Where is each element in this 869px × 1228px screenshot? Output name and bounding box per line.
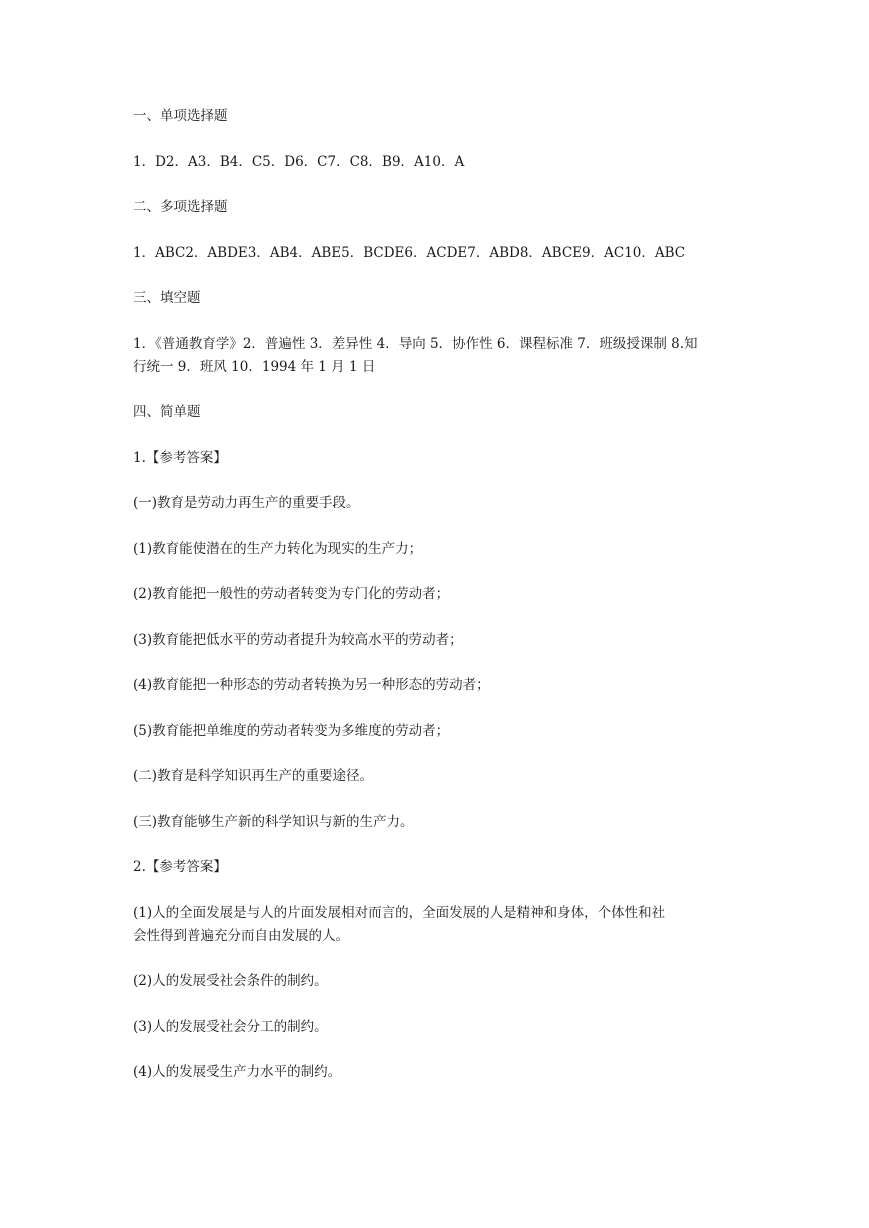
section-title-fill-blank: 三、填空题 (133, 290, 201, 306)
q1-paragraph: (二)教育是科学知识再生产的重要途径。 (133, 768, 374, 784)
q2-paragraph-line-1: (1)人的全面发展是与人的片面发展相对而言的，全面发展的人是精神和身体，个体性和社 (133, 905, 666, 921)
q1-paragraph: (一)教育是劳动力再生产的重要手段。 (133, 495, 360, 511)
multiple-choice-answers: 1．ABC2．ABDE3．AB4．ABE5．BCDE6．ACDE7．ABD8．ABCE9．AC10．ABC (133, 245, 686, 261)
q2-paragraph: (3)人的发展受社会分工的制约。 (133, 1019, 328, 1035)
q2-paragraph: (2)人的发展受社会条件的制约。 (133, 973, 328, 989)
section-title-single-choice: 一、单项选择题 (133, 108, 228, 124)
fill-blank-answers-line-1: 1．《普通教育学》2．普遍性 3．差异性 4．导向 5．协作性 6．课程标准 7．班级授课制 8.知 (133, 336, 698, 352)
q1-answer-header: 1.【参考答案】 (133, 450, 227, 466)
q1-paragraph: (5)教育能把单维度的劳动者转变为多维度的劳动者； (133, 723, 450, 739)
q2-answer-header: 2.【参考答案】 (133, 859, 227, 875)
q2-paragraph-line-2: 会性得到普遍充分而自由发展的人。 (133, 928, 349, 944)
section-title-multiple-choice: 二、多项选择题 (133, 199, 228, 215)
single-choice-answers: 1．D2．A3．B4．C5．D6．C7．C8．B9．A10．A (133, 154, 465, 170)
q1-paragraph: (4)教育能把一种形态的劳动者转换为另一种形态的劳动者； (133, 677, 490, 693)
q1-paragraph: (三)教育能够生产新的科学知识与新的生产力。 (133, 814, 414, 830)
q1-paragraph: (2)教育能把一般性的劳动者转变为专门化的劳动者； (133, 586, 450, 602)
q1-paragraph: (3)教育能把低水平的劳动者提升为较高水平的劳动者； (133, 632, 463, 648)
q1-paragraph: (1)教育能使潜在的生产力转化为现实的生产力； (133, 541, 423, 557)
q2-paragraph: (4)人的发展受生产力水平的制约。 (133, 1064, 342, 1080)
section-title-short-answer: 四、简单题 (133, 404, 201, 420)
fill-blank-answers-line-2: 行统一 9．班风 10．1994 年 1 月 1 日 (133, 359, 376, 375)
